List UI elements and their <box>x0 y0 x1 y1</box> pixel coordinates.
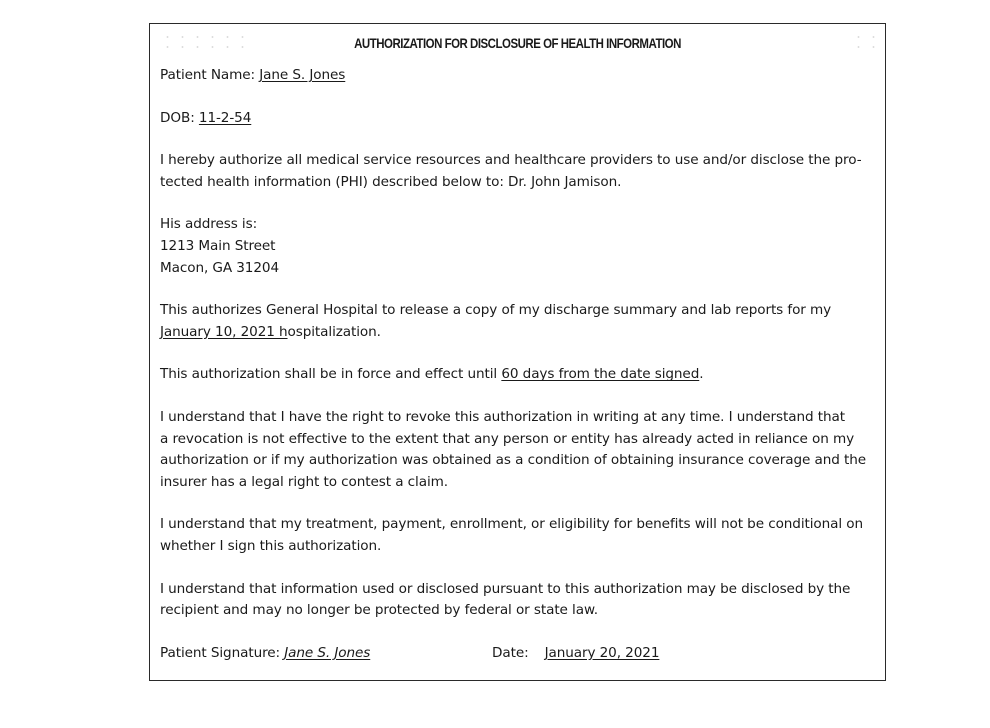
decorative-dots-right <box>851 32 875 52</box>
revoke-paragraph <box>160 407 875 493</box>
signature-date: January 20, 2021 <box>544 644 660 661</box>
signature-label: Patient Signature: <box>160 644 285 661</box>
patient-name-value: Jane S. Jones <box>259 67 346 83</box>
redisclosure-line: I understand that information used or disclosed pursuant to this authorization may be disclosed by the <box>160 580 851 597</box>
date-block <box>492 643 659 665</box>
patient-name-line <box>160 65 875 87</box>
revoke-line: a revocation is not effective to the extent that any person or entity has already acted in reliance on my <box>160 430 855 447</box>
authorization-line: I hereby authorize all medical service resources and healthcare providers to use and/or disclose the pro- <box>160 152 862 169</box>
treatment-line: whether I sign this authorization. <box>160 537 382 554</box>
force-paragraph <box>160 364 875 386</box>
treatment-line: I understand that my treatment, payment, enrollment, or eligibility for benefits will not be conditional on <box>160 516 864 533</box>
treatment-paragraph <box>160 514 875 557</box>
patient-signature: Jane S. Jones <box>284 644 371 661</box>
redisclosure-line: recipient and may no longer be protected by federal or state law. <box>160 602 598 619</box>
force-suffix: . <box>699 366 704 383</box>
patient-name-label: Patient Name: <box>160 67 260 83</box>
revoke-line: insurer has a legal right to contest a claim. <box>160 473 448 490</box>
release-date: January 10, 2021 h <box>160 323 288 340</box>
authorization-form <box>149 23 886 681</box>
form-title: AUTHORIZATION FOR DISCLOSURE OF HEALTH INFORMATION <box>354 35 681 51</box>
address-street: 1213 Main Street <box>160 237 276 254</box>
address-block <box>160 214 875 279</box>
date-label: Date: <box>492 644 529 661</box>
release-line <box>160 322 875 344</box>
release-paragraph <box>160 300 875 343</box>
release-suffix: ospitalization. <box>287 323 381 340</box>
dob-label: DOB: <box>160 109 199 126</box>
redisclosure-paragraph <box>160 579 875 622</box>
address-city: Macon, GA 31204 <box>160 259 280 276</box>
release-line: This authorizes General Hospital to release a copy of my discharge summary and lab reports for my <box>160 302 832 319</box>
authorization-line: tected health information (PHI) described below to: Dr. John Jamison. <box>160 173 622 190</box>
dob-value: 11-2-54 <box>198 109 252 126</box>
revoke-line: I understand that I have the right to revoke this authorization in writing at any time. I understand that <box>160 408 845 425</box>
authorization-paragraph <box>160 150 875 193</box>
dob-line <box>160 108 875 130</box>
force-prefix: This authorization shall be in force and effect until <box>160 366 502 383</box>
revoke-line: authorization or if my authorization was obtained as a condition of obtaining insurance coverage and the <box>160 452 867 469</box>
force-period: 60 days from the date signed <box>501 366 700 383</box>
address-intro: His address is: <box>160 216 258 233</box>
signature-row <box>160 643 875 665</box>
